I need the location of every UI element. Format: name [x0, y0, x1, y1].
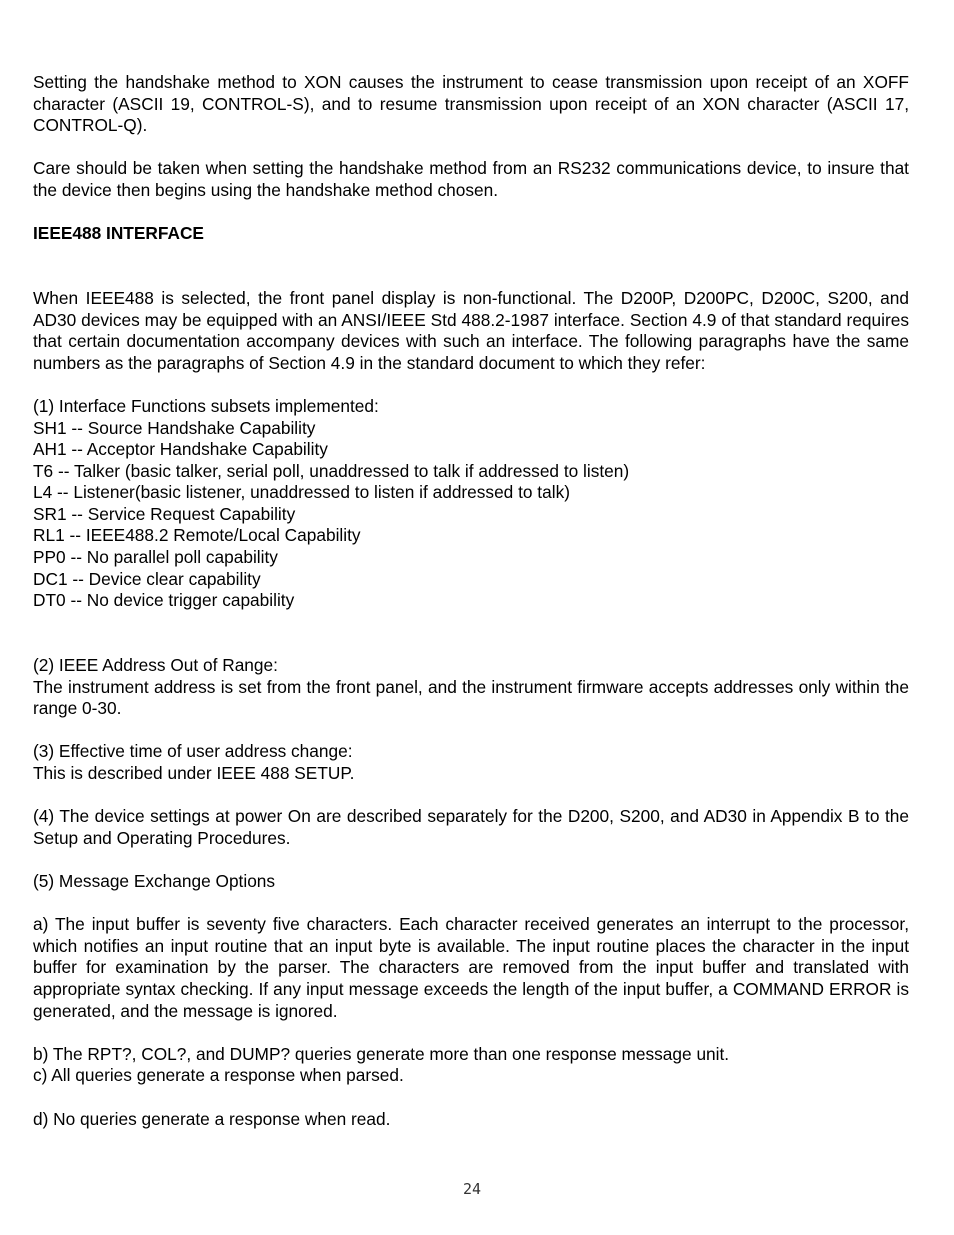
list-item: L4 -- Listener(basic listener, unaddressed to listen if addressed to talk): [33, 482, 570, 503]
interface-functions-section: [33, 396, 909, 612]
section-5b-line: b) The RPT?, COL?, and DUMP? queries generate more than one response message unit.: [33, 1043, 730, 1064]
list-item: DT0 -- No device trigger capability: [33, 590, 295, 611]
section-2-body: The instrument address is set from the front panel, and the instrument firmware accepts addresses only within the range 0-30.: [33, 676, 909, 719]
list-item: DC1 -- Device clear capability: [33, 568, 261, 589]
section-5a-paragraph: a) The input buffer is seventy five characters. Each character received generates an interrupt to the processor, which notifies an input routine that an input byte is available. The input routine places the character in the input buffer for examination by the parser. The characters are removed from the input buffer and translated with appropriate syntax checking. If any input message exceeds the length of the input buffer, a COMMAND ERROR is generated, and the message is ignored.: [33, 914, 909, 1021]
document-page: [33, 72, 909, 1130]
address-change-section: [33, 741, 909, 784]
xon-paragraph: Setting the handshake method to XON causes the instrument to cease transmission upon receipt of an XOFF character (ASCII 19, CONTROL-S), and to resume transmission upon receipt of an XON character (ASCII 17, CONTROL-Q).: [33, 72, 909, 136]
section-3-title: (3) Effective time of user address change:: [33, 741, 353, 762]
section-5d-line: d) No queries generate a response when read.: [33, 1108, 391, 1129]
section-3-body: This is described under IEEE 488 SETUP.: [33, 763, 355, 783]
section-4-paragraph: (4) The device settings at power On are described separately for the D200, S200, and AD30 in Appendix B to the Setup and Operating Procedures.: [33, 806, 909, 848]
list-item: SR1 -- Service Request Capability: [33, 503, 296, 524]
list-item: SH1 -- Source Handshake Capability: [33, 417, 316, 438]
section-2-title: (2) IEEE Address Out of Range:: [33, 655, 278, 676]
list-item: AH1 -- Acceptor Handshake Capability: [33, 439, 328, 460]
section-1-title: (1) Interface Functions subsets implemented:: [33, 395, 379, 416]
section-heading: IEEE488 INTERFACE: [33, 223, 204, 244]
address-range-section: [33, 655, 909, 720]
section-5-title: (5) Message Exchange Options: [33, 870, 276, 891]
care-paragraph: Care should be taken when setting the handshake method from an RS232 communications device, to insure that the device then begins using the handshake method chosen.: [33, 158, 909, 200]
section-5c-line: c) All queries generate a response when parsed.: [33, 1065, 404, 1086]
page-number: 24: [462, 1180, 482, 1198]
list-item: PP0 -- No parallel poll capability: [33, 547, 278, 568]
intro-paragraph: When IEEE488 is selected, the front panel display is non-functional. The D200P, D200PC, D200C, S200, and AD30 devices may be equipped with an ANSI/IEEE Std 488.2-1987 interface. Section 4.9 of that standard requires that certain documentation accompany devices with such an interface. The following paragraphs have the same numbers as the paragraphs of Section 4.9 in the standard document to which they refer:: [33, 287, 909, 373]
list-item: RL1 -- IEEE488.2 Remote/Local Capability: [33, 525, 361, 546]
list-item: T6 -- Talker (basic talker, serial poll, unaddressed to talk if addressed to listen): [33, 460, 630, 481]
